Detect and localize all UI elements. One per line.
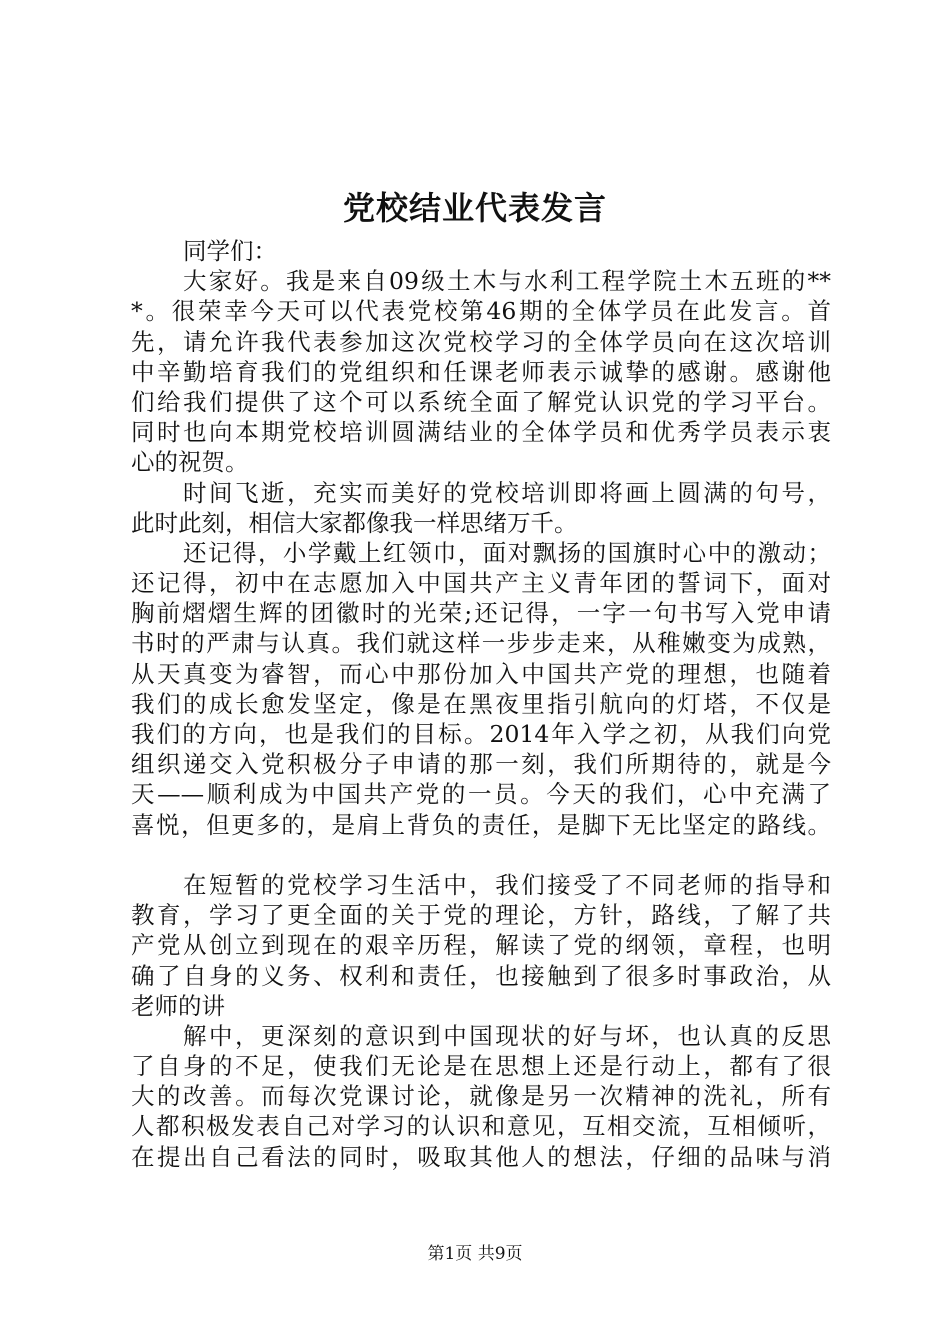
paragraph-line: 在提出自己看法的同时，吸取其他人的想法，仔细的品味与消 — [131, 1142, 831, 1171]
paragraph-line: 中辛勤培育我们的党组织和任课老师表示诚挚的感谢。感谢他 — [131, 357, 831, 386]
document-body — [131, 236, 831, 1172]
paragraph-line: 我们的方向，也是我们的目标。2014年入学之初，从我们向党 — [131, 720, 831, 748]
paragraph-line: *。很荣幸今天可以代表党校第46期的全体学员在此发言。首 — [131, 297, 831, 326]
paragraph-line: 书时的严肃与认真。我们就这样一步步走来，从稚嫩变为成熟， — [131, 629, 831, 658]
page-footer: 第1页 共9页 — [427, 1244, 523, 1264]
paragraph-line: 确了自身的义务、权利和责任，也接触到了很多时事政治，从 — [131, 961, 831, 990]
paragraph-line: 时间飞逝，充实而美好的党校培训即将画上圆满的句号， — [183, 478, 831, 507]
paragraph-line: 喜悦，但更多的，是肩上背负的责任，是脚下无比坚定的路线。 — [131, 810, 831, 839]
paragraph-line: 人都积极发表自己对学习的认识和意见，互相交流，互相倾听， — [131, 1112, 831, 1141]
paragraph-line: 从天真变为睿智，而心中那份加入中国共产党的理想，也随着 — [131, 659, 831, 688]
paragraph-line: 此时此刻，相信大家都像我一样思绪万千。 — [131, 508, 578, 537]
greeting-line: 同学们： — [183, 237, 277, 265]
paragraph-line: 组织递交入党积极分子申请的那一刻，我们所期待的，就是今 — [131, 750, 831, 779]
paragraph-line: 了自身的不足，使我们无论是在思想上还是行动上，都有了很 — [131, 1052, 831, 1081]
paragraph-line: 解中，更深刻的意识到中国现状的好与坏，也认真的反思 — [183, 1021, 831, 1050]
paragraph-line: 还记得，小学戴上红领巾，面对飘扬的国旗时心中的激动； — [183, 538, 831, 567]
paragraph-line: 我们的成长愈发坚定，像是在黑夜里指引航向的灯塔，不仅是 — [131, 689, 831, 718]
paragraph-line: 们给我们提供了这个可以系统全面了解党认识党的学习平台。 — [131, 387, 831, 416]
paragraph-line: 教育，学习了更全面的关于党的理论，方针，路线，了解了共 — [131, 901, 831, 930]
document-title: 党校结业代表发言 — [342, 189, 607, 227]
paragraph-line: 还记得，初中在志愿加入中国共产主义青年团的誓词下，面对 — [131, 569, 831, 598]
paragraph-line: 胸前熠熠生辉的团徽时的光荣;还记得，一字一句书写入党申请 — [131, 599, 831, 628]
paragraph-line: 同时也向本期党校培训圆满结业的全体学员和优秀学员表示衷 — [131, 418, 831, 447]
paragraph-line: 天——顺利成为中国共产党的一员。今天的我们，心中充满了 — [131, 780, 831, 809]
blank-line — [131, 840, 831, 870]
paragraph-line: 心的祝贺。 — [131, 448, 249, 477]
paragraph-line: 大家好。我是来自09级土木与水利工程学院土木五班的** — [183, 267, 831, 296]
paragraph-line: 先，请允许我代表参加这次党校学习的全体学员向在这次培训 — [131, 327, 831, 356]
paragraph-line: 大的改善。而每次党课讨论，就像是另一次精神的洗礼，所有 — [131, 1082, 831, 1111]
paragraph-line: 在短暂的党校学习生活中，我们接受了不同老师的指导和 — [183, 870, 831, 899]
paragraph-line: 老师的讲 — [131, 991, 225, 1020]
paragraph-line: 产党从创立到现在的艰辛历程，解读了党的纲领，章程，也明 — [131, 931, 831, 960]
